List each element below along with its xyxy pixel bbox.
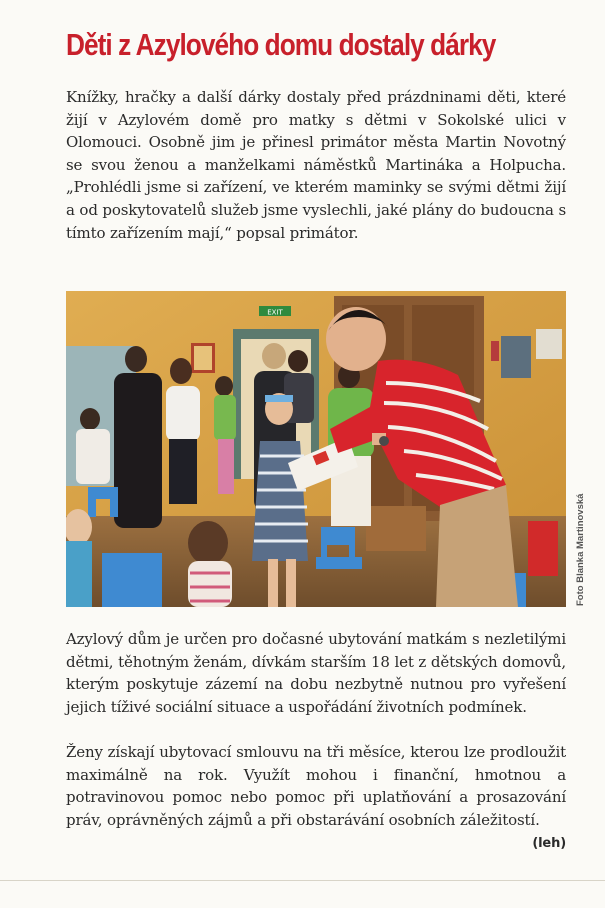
article-paragraph-3 (66, 741, 566, 856)
man-trousers (436, 485, 518, 607)
photo-illustration (66, 291, 566, 607)
photo-credit: Foto Blanka Martinovská (575, 493, 586, 606)
author-signature: (leh) (532, 836, 566, 852)
exit-sign-text: EXIT (267, 308, 283, 317)
article-photo (66, 291, 566, 607)
red-chair (528, 521, 558, 576)
page-bottom-rule (0, 880, 605, 881)
adult-black-dress (114, 373, 162, 528)
article-paragraph-1: Knížky, hračky a další dárky dostaly před prázdninami děti, které žijí v Azylovém domě pro matky s dětmi v Sokolské ulici v Olomouci. Osobně jim je přinesl primátor města Martin Novotný se svou ženou a manželkami náměstků Martináka a Holpucha. „Prohlédli jsme si zařízení, ve kterém maminky se svými dětmi žijí a od poskytovatelů služeb jsme vyslechli, jaké plány do budoucna s tímto zařízením mají,“ popsal primátor. (66, 88, 566, 242)
paragraph-3-text: Ženy získají ubytovací smlouvu na tři měsíce, kterou lze prodloužit maximálně na rok. Využít mohou i finanční, hmotnou a potravinovou pomoc nebo pomoc při uplatňování a prosazování práv, oprávněných zájmů a při obstarávání osobních záležitostí. (66, 743, 566, 829)
article-paragraph-2: Azylový dům je určen pro dočasné ubytování matkám s nezletilými dětmi, těhotným ženám, dívkám starším 18 let z dětských domovů, kterým poskytuje zázemí na dobu nezbytně nutnou pro vyřešení jejich tíživé sociální situace a uspořádání životních podmínek. (66, 630, 566, 716)
headline: Děti z Azylového domu dostaly dárky (66, 28, 496, 62)
table (366, 506, 426, 551)
